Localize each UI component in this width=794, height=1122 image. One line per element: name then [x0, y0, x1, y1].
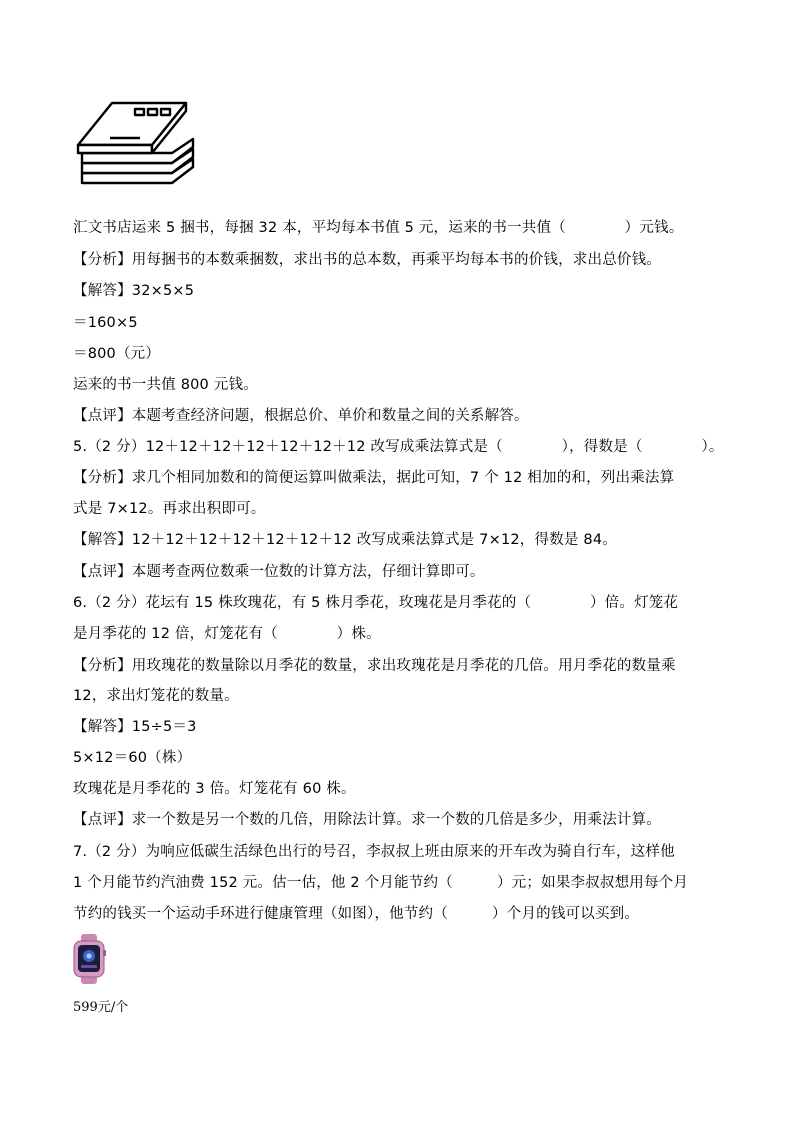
text-line: 【点评】本题考查经济问题，根据总价、单价和数量之间的关系解答。: [73, 408, 529, 424]
text-line: 【点评】求一个数是另一个数的几倍，用除法计算。求一个数的几倍是多少，用乘法计算。: [73, 812, 661, 828]
text-line: 5×12＝60（株）: [73, 750, 192, 766]
text-line: 【分析】用每捆书的本数乘捆数，求出书的总本数，再乘平均每本书的价钱，求出总价钱。: [73, 252, 661, 268]
text-line: 式是 7×12。再求出积即可。: [73, 501, 266, 517]
text-line: ＝800（元）: [73, 346, 161, 362]
text-line: 1 个月能节约汽油费 152 元。估一估，他 2 个月能节约（ ）元；如果李叔叔想用每个月: [73, 875, 689, 891]
smartwatch-icon: [72, 934, 106, 984]
text-line: 玫瑰花是月季花的 3 倍。灯笼花有 60 株。: [73, 781, 356, 797]
question-6: 6.（2 分）花坛有 15 株玫瑰花，有 5 株月季花，玫瑰花是月季花的（ ）倍。灯笼花: [73, 595, 679, 611]
question-7: 7.（2 分）为响应低碳生活绿色出行的号召，李叔叔上班由原来的开车改为骑自行车，这样他: [73, 844, 675, 860]
text-line: 【分析】用玫瑰花的数量除以月季花的数量，求出玫瑰花是月季花的几倍。用月季花的数量乘: [73, 658, 676, 674]
text-line: 【解答】15÷5＝3: [73, 719, 197, 735]
book-stack-icon: [76, 99, 196, 189]
text-line: 【点评】本题考查两位数乘一位数的计算方法，仔细计算即可。: [73, 564, 485, 580]
text-line: ＝160×5: [73, 315, 138, 331]
text-line: 节约的钱买一个运动手环进行健康管理（如图），他节约（ ）个月的钱可以买到。: [73, 906, 640, 922]
text-line: 【解答】12＋12＋12＋12＋12＋12＋12 改写成乘法算式是 7×12，得数是 84。: [73, 532, 617, 548]
question-5: 5.（2 分）12＋12＋12＋12＋12＋12＋12 改写成乘法算式是（ ），得数是（ ）。: [73, 439, 724, 455]
text-line: 12，求出灯笼花的数量。: [73, 688, 239, 704]
watch-price: 599元/个: [73, 1000, 129, 1015]
text-line: 汇文书店运来 5 捆书，每捆 32 本，平均每本书值 5 元，运来的书一共值（ ）元钱。: [73, 220, 684, 236]
text-line: 运来的书一共值 800 元钱。: [73, 377, 258, 393]
text-line: 是月季花的 12 倍，灯笼花有（ ）株。: [73, 626, 381, 642]
text-line: 【解答】32×5×5: [73, 283, 195, 299]
text-line: 【分析】求几个相同加数和的简便运算叫做乘法，据此可知，7 个 12 相加的和，列出乘法算: [73, 470, 675, 486]
